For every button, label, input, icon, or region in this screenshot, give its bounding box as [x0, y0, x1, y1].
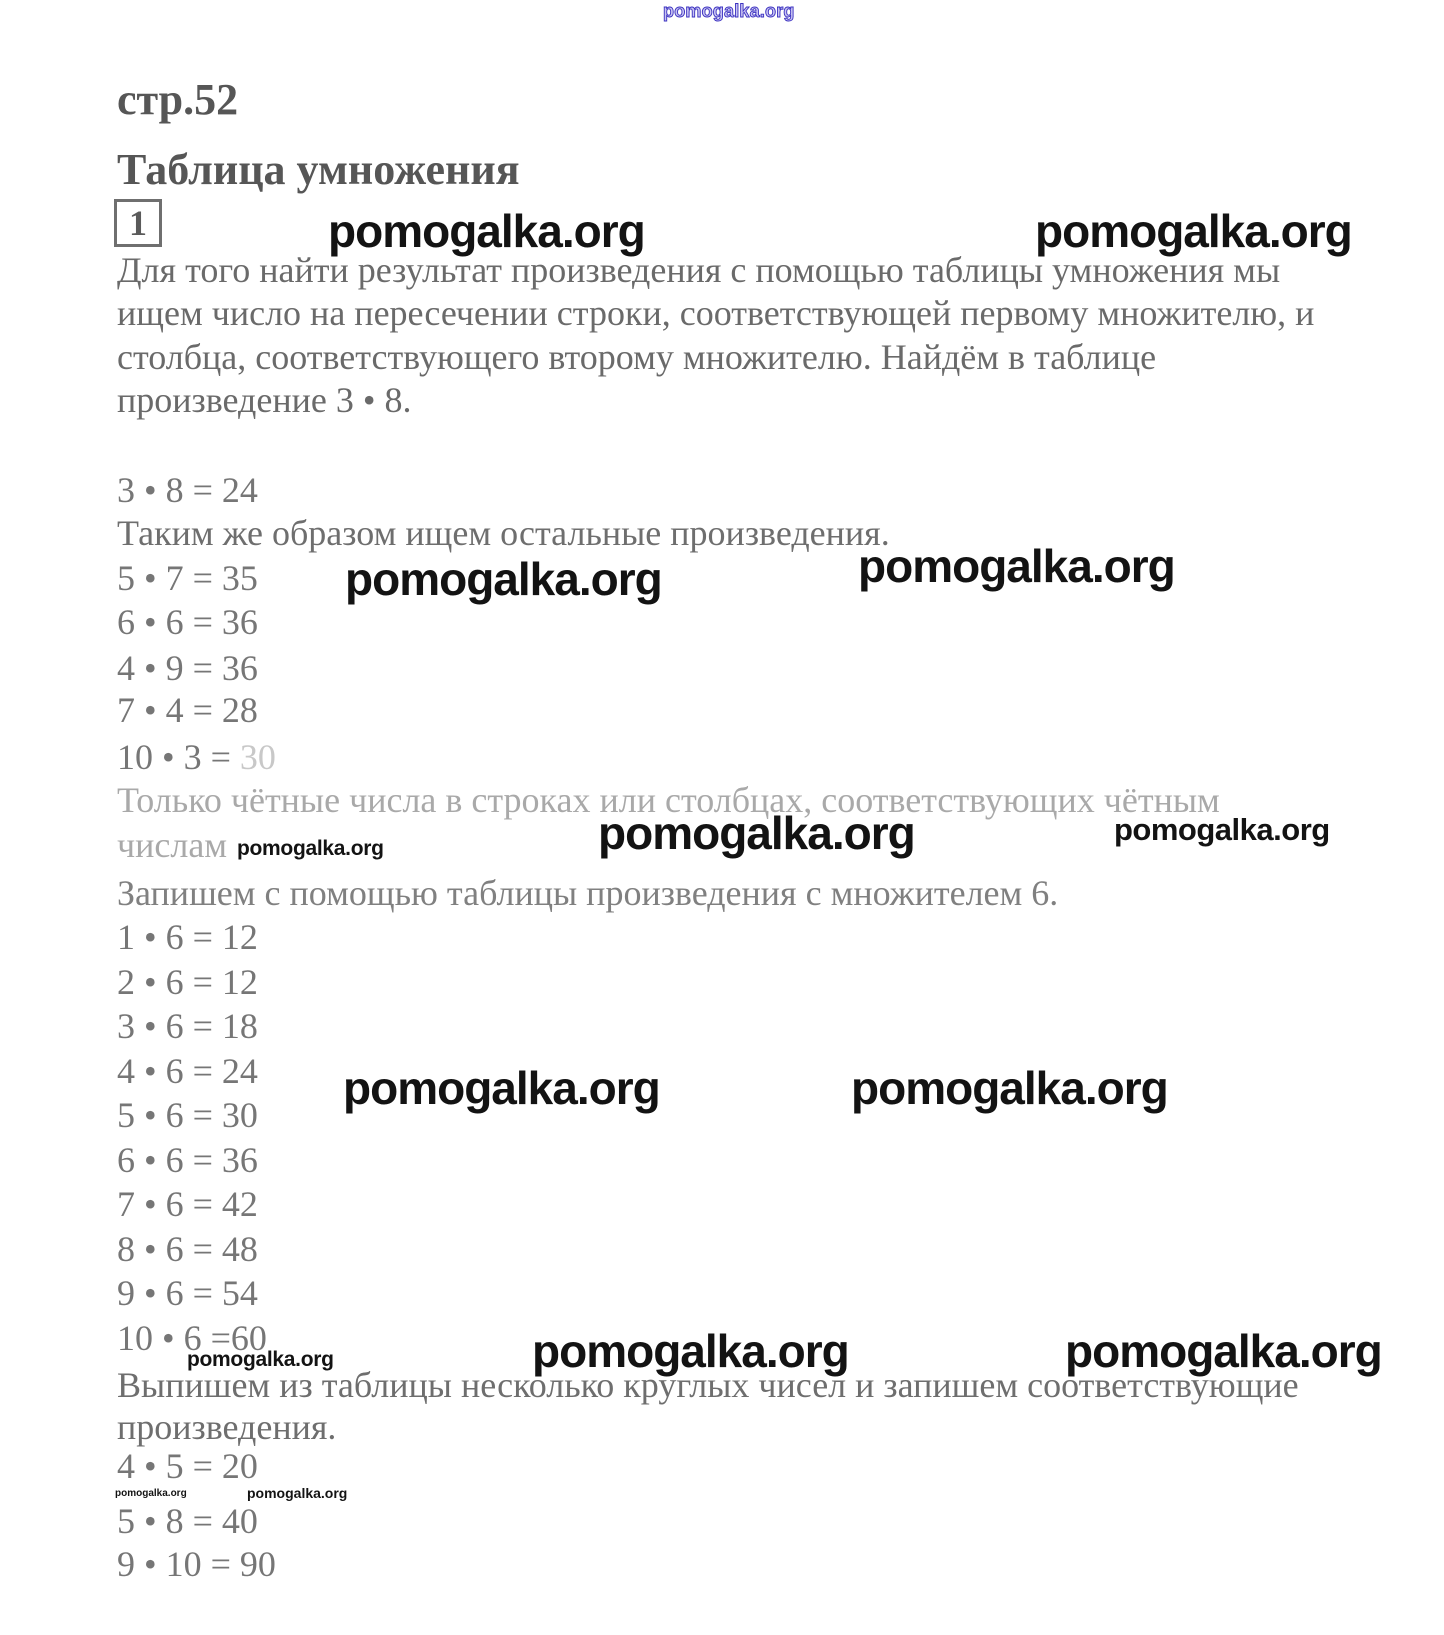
intro-line: произведение 3 • 8. — [117, 380, 412, 420]
watermark-large: pomogalka.org — [343, 1062, 660, 1114]
equation-line: 7 • 6 = 42 — [117, 1184, 258, 1224]
equation-line: 9 • 10 = 90 — [117, 1544, 276, 1584]
equation-line: 9 • 6 = 54 — [117, 1273, 258, 1313]
equation-line: 1 • 6 = 12 — [117, 917, 258, 957]
note-line: Выпишем из таблицы несколько круглых чисел и запишем соответствующие — [117, 1365, 1299, 1405]
note-line: Таким же образом ищем остальные произведения. — [117, 513, 890, 553]
equation-line: 6 • 6 = 36 — [117, 1140, 258, 1180]
faded-note-line: числам — [117, 825, 228, 865]
watermark-small-inline: pomogalka.org — [187, 1348, 334, 1371]
equation-prefix: 10 • 3 = — [117, 737, 240, 777]
watermark-large: pomogalka.org — [1035, 205, 1352, 257]
equation-line: 3 • 6 = 18 — [117, 1006, 258, 1046]
watermark-large: pomogalka.org — [532, 1325, 849, 1377]
watermark-top-blue: pomogalka.org — [663, 1, 795, 21]
equation-line: 6 • 6 = 36 — [117, 602, 258, 642]
watermark-large: pomogalka.org — [1065, 1325, 1382, 1377]
watermark-tiny: pomogalka.org — [115, 1488, 187, 1499]
equation-line: 7 • 4 = 28 — [117, 690, 258, 730]
page-number-heading: стр.52 — [117, 75, 239, 124]
faded-note-line: Только чётные числа в строках или столбцах, соответствующих чётным — [117, 780, 1220, 820]
intro-line: столбца, соответствующего второму множителю. Найдём в таблице — [117, 337, 1157, 377]
equation-line: 8 • 6 = 48 — [117, 1229, 258, 1269]
intro-line: ищем число на пересечении строки, соответствующей первому множителю, и — [117, 293, 1315, 333]
note-line: произведения. — [117, 1407, 337, 1447]
equation-faded-result: 30 — [239, 737, 276, 777]
task-number-badge — [114, 199, 162, 247]
watermark-large: pomogalka.org — [598, 807, 915, 859]
equation-line: 4 • 6 = 24 — [117, 1051, 258, 1091]
section-title: Таблица умножения — [117, 145, 520, 194]
equation-line: 4 • 5 = 20 — [117, 1446, 258, 1486]
equation-line: 2 • 6 = 12 — [117, 962, 258, 1002]
intro-line: Для того найти результат произведения с помощью таблицы умножения мы — [117, 250, 1281, 290]
equation-line-faded-result — [117, 736, 276, 778]
watermark-large: pomogalka.org — [858, 540, 1175, 592]
equation-line: 4 • 9 = 36 — [117, 648, 258, 688]
watermark-large: pomogalka.org — [851, 1062, 1168, 1114]
watermark-small-inline: pomogalka.org — [237, 837, 384, 860]
equation-line: 10 • 6 =60 — [117, 1318, 267, 1358]
task-number: 1 — [129, 203, 147, 243]
watermark-medium: pomogalka.org — [1114, 812, 1330, 847]
watermark-large: pomogalka.org — [345, 553, 662, 605]
note-line: Запишем с помощью таблицы произведения с множителем 6. — [117, 873, 1059, 913]
equation-line: 5 • 7 = 35 — [117, 558, 258, 598]
watermark-large: pomogalka.org — [328, 205, 645, 257]
watermark-tiny: pomogalka.org — [247, 1485, 348, 1501]
equation-line: 3 • 8 = 24 — [117, 470, 258, 510]
equation-line: 5 • 8 = 40 — [117, 1501, 258, 1541]
equation-line: 5 • 6 = 30 — [117, 1095, 258, 1135]
